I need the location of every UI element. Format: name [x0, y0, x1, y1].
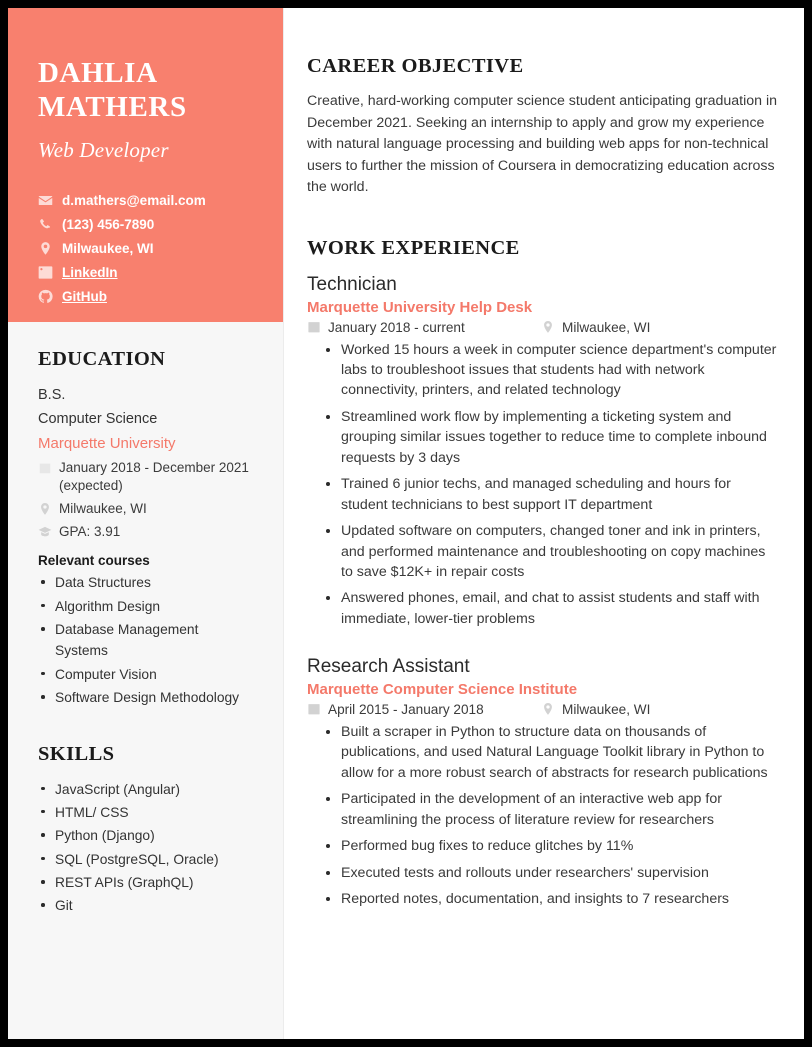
job-role: Technician — [307, 273, 397, 295]
contact-item-github[interactable] — [38, 289, 253, 304]
list-item: Git — [38, 895, 253, 916]
job-dates — [307, 702, 517, 717]
list-item: Python (Django) — [38, 825, 253, 846]
list-item: Built a scraper in Python to structure data on thousands of publications, and used Natural Language Toolkit library in Python to allow for a more robust search of abstracts for research publications — [323, 722, 779, 783]
list-item: Answered phones, email, and chat to assist students and staff with immediate, lower-tier problems — [323, 588, 779, 629]
job-dates-text: April 2015 - January 2018 — [328, 701, 484, 717]
job-meta — [307, 702, 779, 717]
contact-phone-text: (123) 456-7890 — [62, 217, 155, 233]
main-content — [284, 8, 804, 1039]
sidebar-body — [8, 322, 283, 939]
work-experience-entry — [307, 655, 779, 909]
list-item: Trained 6 junior techs, and managed scheduling and hours for student technicians to best support IT department — [323, 474, 779, 515]
list-item: Computer Vision — [38, 664, 253, 685]
education-gpa-text: GPA: 3.91 — [59, 523, 121, 539]
section-spacer — [307, 199, 779, 237]
calendar-icon — [307, 320, 321, 334]
contact-linkedin-text: LinkedIn — [62, 265, 118, 281]
job-location — [541, 702, 741, 717]
job-location-text: Milwaukee, WI — [562, 701, 651, 717]
education-gpa-row — [38, 523, 253, 542]
candidate-name-line1: DAHLIA — [38, 57, 158, 89]
career-objective-text: Creative, hard-working computer science student anticipating graduation in December 2021. Seeking an internship to apply and grow my experience with natural language processing and building web apps for non-technical users to further the mission of Coursera in democratizing education across the world. — [307, 93, 778, 196]
contact-item-phone — [38, 217, 253, 232]
list-item: Database Management Systems — [38, 619, 253, 662]
sidebar — [8, 8, 283, 1039]
list-item: Participated in the development of an interactive web app for streamlining the process of literature review for researchers — [323, 789, 779, 830]
career-objective-heading: CAREER OBJECTIVE — [307, 55, 524, 77]
list-item: Reported notes, documentation, and insights to 7 researchers — [323, 889, 779, 909]
envelope-icon — [38, 193, 53, 208]
contact-github-text: GitHub — [62, 289, 107, 305]
skills-list — [38, 779, 253, 917]
contact-item-linkedin[interactable] — [38, 265, 253, 280]
list-item: SQL (PostgreSQL, Oracle) — [38, 849, 253, 870]
list-item: Executed tests and rollouts under researchers' supervision — [323, 863, 779, 883]
work-experience-heading: WORK EXPERIENCE — [307, 236, 520, 259]
education-location-row — [38, 500, 253, 519]
location-pin-icon — [38, 502, 52, 516]
job-role: Research Assistant — [307, 656, 470, 678]
location-pin-icon — [541, 320, 555, 334]
sidebar-hero-block — [8, 8, 283, 322]
job-organization: Marquette Computer Science Institute — [307, 680, 578, 698]
education-school: Marquette University — [38, 434, 176, 452]
list-item: Software Design Methodology — [38, 687, 253, 708]
job-dates-text: January 2018 - current — [328, 319, 465, 335]
job-location — [541, 320, 741, 335]
job-dates — [307, 320, 517, 335]
list-item: REST APIs (GraphQL) — [38, 872, 253, 893]
job-spacer — [307, 641, 779, 655]
list-item: HTML/ CSS — [38, 802, 253, 823]
phone-icon — [38, 217, 53, 232]
list-item: Updated software on computers, changed toner and ink in printers, and performed maintenance and troubleshooting on copy machines to save $12K+ in repair costs — [323, 521, 779, 582]
list-item: Algorithm Design — [38, 596, 253, 617]
education-heading: EDUCATION — [38, 348, 166, 370]
calendar-icon — [38, 461, 52, 475]
work-experience-entry — [307, 273, 779, 629]
list-item: Performed bug fixes to reduce glitches by 11% — [323, 836, 779, 856]
calendar-icon — [307, 702, 321, 716]
job-bullet-list — [307, 722, 779, 910]
job-organization: Marquette University Help Desk — [307, 298, 533, 316]
job-bullet-list — [307, 340, 779, 630]
github-icon — [38, 289, 53, 304]
education-location-text: Milwaukee, WI — [59, 501, 147, 517]
contact-location-text: Milwaukee, WI — [62, 241, 154, 257]
skills-section — [38, 743, 253, 917]
graduation-cap-icon — [38, 525, 52, 539]
contact-item-location — [38, 241, 253, 256]
education-degree: B.S. — [38, 387, 66, 403]
relevant-courses-heading: Relevant courses — [38, 553, 150, 569]
education-dates-row — [38, 459, 253, 496]
contact-list — [38, 193, 253, 304]
job-meta — [307, 320, 779, 335]
location-pin-icon — [541, 702, 555, 716]
education-field: Computer Science — [38, 410, 158, 427]
location-pin-icon — [38, 241, 53, 256]
job-location-text: Milwaukee, WI — [562, 319, 651, 335]
list-item: Data Structures — [38, 572, 253, 593]
list-item: JavaScript (Angular) — [38, 779, 253, 800]
contact-email-text: d.mathers@email.com — [62, 193, 206, 209]
education-dates-text: January 2018 - December 2021 (expected) — [59, 459, 249, 494]
resume-page — [8, 8, 804, 1039]
list-item: Worked 15 hours a week in computer science department's computer labs to troubleshoot issues that students had with network connectivity, printers, and related technology — [323, 340, 779, 401]
skills-heading: SKILLS — [38, 742, 115, 765]
relevant-courses-list — [38, 572, 253, 708]
candidate-job-title: Web Developer — [38, 138, 169, 163]
contact-item-email — [38, 193, 253, 208]
linkedin-icon — [38, 265, 53, 280]
list-item: Streamlined work flow by implementing a ticketing system and grouping similar issues together to reduce time to complete inbound requests by 3 days — [323, 407, 779, 468]
candidate-name-line2: MATHERS — [38, 91, 187, 124]
candidate-name — [38, 56, 253, 124]
